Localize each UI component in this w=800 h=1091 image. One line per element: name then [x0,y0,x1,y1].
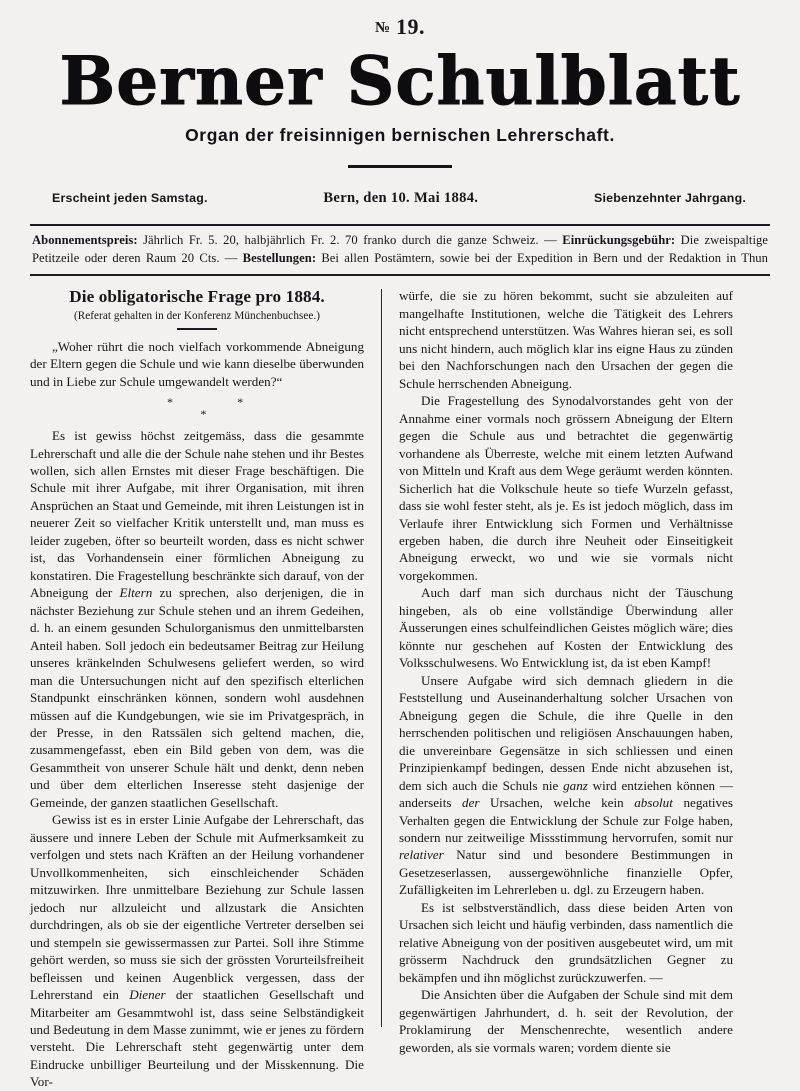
article-quote: „Woher rührt die noch vielfach vorkommende Abneigung der Eltern gegen die Schule und wie kann dieselbe überwunden und in Liebe zur Schule umgewandelt werden?“ [30,338,364,389]
column-left [30,287,377,1090]
paragraph: würfe, die sie zu hören bekommt, sucht sie abzuleiten auf mangelhafte Institutionen, welche die Tätigkeit des Lehrers nicht entsprechend unterstützen. Was Wahres hieran sei, es soll uns nicht hindern, auch möglich klar ins eigne Haus zu zünden bei den Nachforschungen nach den Ursachen der gegen die Schule herrschenden Abneigung. [399,288,733,391]
orders-text: Bei allen Postämtern, sowie bei der Expedition in Bern und der Redaktion in Thun [316,250,768,265]
volume-year: Siebenzehnter Jahrgang. [594,190,746,205]
emphasis-der: der [462,795,480,811]
asterisk-3: * [200,407,207,422]
paragraph-text-cont: zu sprechen, also derjenigen, die in nächster Beziehung zur Schule stehen und an ihrem Gedeihen, d. h. an einem gesunden Schulorganismus den unmittelbarsten Anteil haben. Soll jedoch ein bedeutsamer Beitrag zur Heilung unseres kränkelnden Schulwesens geliefert werden, so wird man die Untersuchungen nicht auf den spezifisch elterlichen Standpunkt einschränken können, sondern wohl ausdehnen müssen auf die Kundgebungen, wie sie im Privatgespräch, in der Presse, in den Ratssälen sich geltend machen, die, zusammengefasst, eben ein Bild geben von dem, was die Gesammtheit von unserer Schule hält und denkt, denn neben und über dem elterlichen Inseresse steht dasjenige der Gemeinde, der ganzen staatlichen Gesellschaft. [30,585,364,810]
orders-label: Bestellungen: [242,250,317,265]
asterisk-1: * [166,395,173,410]
paragraph [30,427,364,811]
paper-title: Berner Schulblatt [59,42,741,120]
paragraph: Es ist selbstverständlich, dass diese beiden Arten von Ursachen sich leicht und häufig verbinden, dass namentlich die relative Abneigung von der positiven ausgebeutet wird, um mit grösserm Nachdruck den grundsätzlichen Gegner zu bekämpfen und ihn möglichst zurückzuwerfen. — [399,899,733,985]
paragraph-text: Es ist gewiss höchst zeitgemäss, dass die gesammte Lehrerschaft und alle die der Schule nahe stehen und ihr Bestes wollen, sich allen Ernstes mit dieser Frage beschäftigen. Die Schule mit ihrer Aufgabe, mit ihrer Organisation, mit ihren Ansprüchen an Staat und Gemeinde, mit ihren Leistungen ist in neuerer Zeit so vielfacher Kritik unterstellt und, man muss es leider zugeben, öfter so beurteilt worden, dass es nicht schwer ist, das Vorhandensein einer förmlichen Abneigung zu konstatiren. Die Fragestellung beschränkte sich darauf, von der Abneigung der [30,428,364,601]
subscription-price-label: Abonnementspreis: [32,232,138,247]
insertion-fee-label: Einrückungsgebühr: [562,232,676,247]
numero-symbol: № [374,20,391,36]
column-right [386,287,733,1055]
masthead-rule [348,165,452,167]
insertion-fee-text: Die zweispaltige [675,232,768,247]
asterisk-2: * [237,395,244,410]
subscription-price-text: Jährlich Fr. 5. 20, halbjährlich Fr. 2. 70 franko durch die ganze Schweiz. — [137,232,563,247]
petit-line-text: Petitzeile oder deren Raum 20 Cts. — [32,250,243,265]
paragraph-text-cont: der staatlichen Gesellschaft und Mitarbeiter am Gesammtwohl ist, dass seine Selbständigkeit und Bedeutung in dem Masse zunimmt, wie er jenes zu fördern versteht. Die Lehrerschaft steht gegenwärtig unter dem Eindrucke unbilliger Beurteilung und der Misskennung. Die Vor- [30,987,364,1090]
paragraph [399,672,733,899]
paragraph: Die Fragestellung des Synodalvorstandes geht von der Annahme einer vormals noch grössern Abneigung der Eltern gegen die Schule aus und betrachtet die gegenwärtig vorhandene als Überreste, welche mit einem letzten Aufwand von Mitteln und Kraft aus dem Wege geräumt werden könnten. Sicherlich hat die Volkschule heute so tiefe Wurzeln gefasst, dass sie wohl fester steht, als je. Es ist jedoch möglich, dass im Verlaufe ihrer Entwicklung sich Formen und Verhältnisse ergeben haben, die durch ihre Neuheit oder Einseitigkeit Abneigung erweckt, wo und wie sie vormals nicht vorgekommen. [399,393,733,583]
subscription-text [32,232,768,268]
paragraph-text: Unsere Aufgabe wird sich demnach gliedern in die Feststellung und Auseinanderhaltung solcher Ursachen von Abneigung gegen die Schule, die ihre Quelle in den herrschenden politischen und religiösen Anschauungen haben, die unvereinbare Gegensätze in sich schliessen und einen Prinzipienkampf bedingen, dessen Ende nicht abzusehen ist, dem sich auch die Schuls nie [399,672,733,793]
emphasis-relativer: relativer [399,847,444,863]
emphasis-eltern: Eltern [119,585,153,601]
article-subtitle: (Referat gehalten in der Konferenz Münchenbuchsee.) [73,310,321,323]
subscription-box [30,224,770,277]
emphasis-ganz: ganz [563,777,588,793]
paragraph-text: Gewiss ist es in erster Linie Aufgabe der Lehrerschaft, das äussere und innere Leben der Schule mit Aufmerksamkeit zu verfolgen und stets nach Kräften an der Heilung vorhandener Unvollkommenheiten, sich einschleichender Schäden mitzuwirken. Ihre unmittelbare Beziehung zur Schule lassen jedoch nur allzuleicht und allzustark die Ansichten durchdringen, als ob sie der eigentliche Vertreter derselben sei und stempeln sie gewissermassen zur Partei. Soll ihre Stimme gehört werden, so muss sie sich der grössten Vorurteilsfreiheit befleissen und keinen Augenblick vergessen, dass der Lehrerstand ein [30,812,364,1003]
imprint-line [30,190,770,207]
article-columns [30,287,770,1090]
paragraph-text-cont: wird entziehen können — anderseits [399,777,733,811]
asterisk-separator [30,394,364,424]
article-title: Die obligatorische Frage pro 1884. [69,287,325,307]
paragraph [30,811,364,1091]
paragraph-text-cont4: Natur sind und besondere Bestimmungen in Gesetzeserlassen, aussergewöhnliche finanzielle Opfer, Zufälligkeiten im Lehrerleben u. dgl. zu Erzeugern haben. [399,847,733,898]
publication-frequency: Erscheint jeden Samstag. [52,190,208,205]
issue-number-value: 19. [396,14,426,39]
article-rule [177,328,217,329]
emphasis-absolut: absolut [634,795,673,811]
paper-subtitle: Organ der freisinnigen bernischen Lehrerschaft. [185,125,615,146]
emphasis-diener: Diener [129,987,166,1003]
issue-number [30,16,770,38]
masthead [30,0,770,168]
publication-date: Bern, den 10. Mai 1884. [323,189,479,206]
column-divider [381,289,382,1027]
paragraph: Auch darf man sich durchaus nicht der Täuschung hingeben, als ob eine vollständige Überwindung aller Äusserungen eines schulfeindlichen Geistes möglich wäre; dies könnte nur geschehen auf Kosten der Entwicklung des Volksschulwesens. Wo Entwicklung ist, da ist eben Kampf! [399,585,733,671]
paragraph: Die Ansichten über die Aufgaben der Schule sind mit dem gegenwärtigen Jahrhundert, d. h. seit der Revolution, der Proklamirung der Menschenrechte, wesentlich andere geworden, als sie vormals waren; vordem diente sie [399,987,733,1055]
paragraph-text-cont2: Ursachen, welche kein [479,795,635,811]
paragraph-text-cont3: negatives Verhalten gegen die Entwicklung der Schule zur Folge haben, sondern nur zeitweilige Missstimmung hervorrufen, somit nur [399,795,733,845]
